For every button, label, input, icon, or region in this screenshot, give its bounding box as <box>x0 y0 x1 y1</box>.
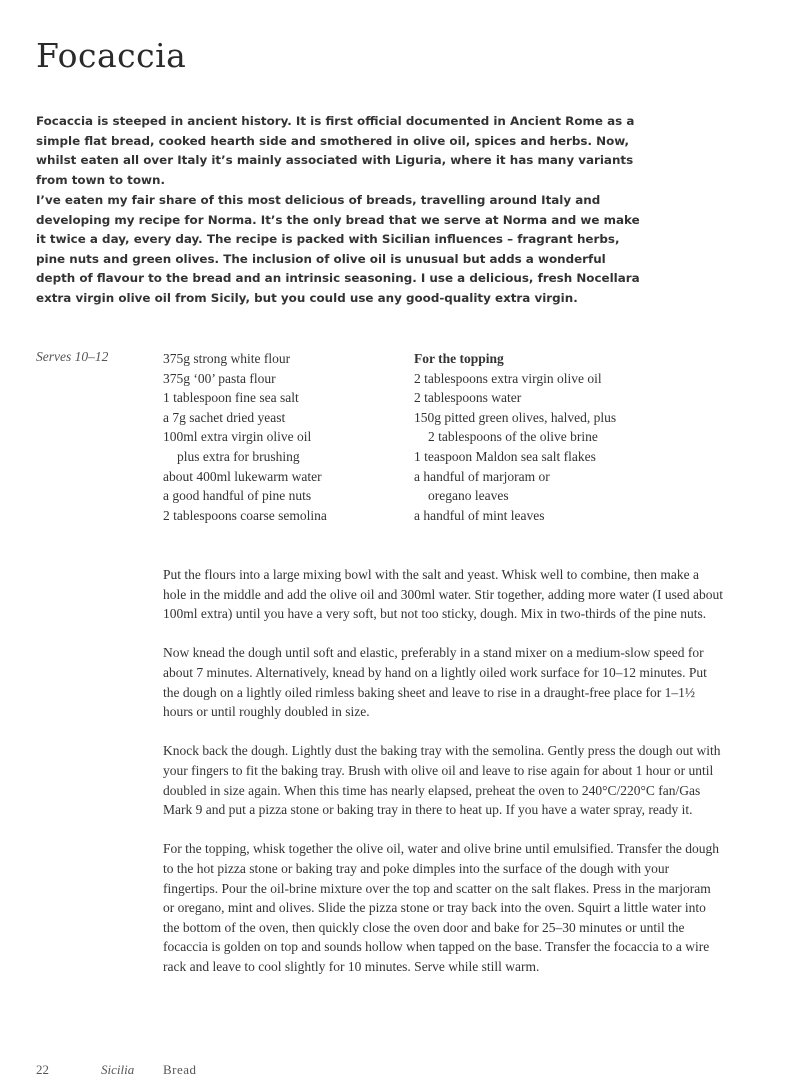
topping-item: 1 teaspoon Maldon sea salt flakes <box>414 448 596 464</box>
ingredient-item: 100ml extra virgin olive oil <box>163 429 312 445</box>
ingredient-item: 375g ‘00’ pasta flour <box>163 370 276 386</box>
ingredient-item: about 400ml lukewarm water <box>163 468 322 484</box>
ingredient-item: a 7g sachet dried yeast <box>163 409 286 425</box>
ingredient-item: plus extra for brushing <box>177 448 300 464</box>
topping-heading: For the topping <box>414 351 504 366</box>
topping-item: 2 tablespoons of the olive brine <box>428 429 598 445</box>
topping-item: a handful of mint leaves <box>414 507 545 523</box>
method-step-1: Put the flours into a large mixing bowl with the salt and yeast. Whisk well to combine, then make a hole in the middle and add the olive oil and 300ml water. Stir together, adding more water (I used about 100ml extra) until you have a very soft, but not too sticky, dough. Mix in two-thirds of the pine nuts. <box>163 567 723 622</box>
intro-paragraph-2: I’ve eaten my fair share of this most delicious of breads, travelling around Italy and developing my recipe for Norma. It’s the only bread that we serve at Norma and we make it twice a day, every day. The recipe is packed with Sicilian influences – fragrant herbs, pine nuts and green olives. The inclusion of olive oil is unusual but adds a wonderful depth of flavour to the bread and an intrinsic seasoning. I use a delicious, fresh Nocellara extra virgin olive oil from Sicily, but you could use any good-quality extra virgin. <box>36 193 640 305</box>
topping-item: a handful of marjoram or <box>414 468 550 484</box>
intro-paragraph-1: Focaccia is steeped in ancient history. It is first official documented in Ancient Rome as a simple flat bread, cooked hearth side and smothered in olive oil, spices and herbs. Now, whilst eaten all over Italy it’s mainly associated with Liguria, where it has many variants from town to town. <box>36 114 635 187</box>
ingredient-item: 2 tablespoons coarse semolina <box>163 507 327 523</box>
footer-section: Bread <box>163 1062 197 1077</box>
ingredient-item: a good handful of pine nuts <box>163 488 312 504</box>
footer-region: Sicilia <box>101 1062 135 1077</box>
ingredients-list <box>163 349 327 525</box>
recipe-title: Focaccia <box>36 36 187 75</box>
topping-item: 2 tablespoons extra virgin olive oil <box>414 370 602 386</box>
method-step-4: For the topping, whisk together the olive oil, water and olive brine until emulsified. Transfer the dough to the hot pizza stone or baking tray and poke dimples into the surface of the dough with your fingertips. Pour the oil-brine mixture over the top and scatter on the salt flakes. Press in the marjoram or oregano, mint and olives. Slide the pizza stone or tray back into the oven. Squirt a little water into the bottom of the oven, then quickly close the oven door and bake for 25–30 minutes or until the focaccia is golden on top and sounds hollow when tapped on the base. Transfer the focaccia to a wire rack and leave to cool slightly for 10 minutes. Serve while still warm. <box>163 841 720 974</box>
method-step-3: Knock back the dough. Lightly dust the baking tray with the semolina. Gently press the dough out with your fingers to fit the baking tray. Brush with olive oil and leave to rise again for about 1 hour or until doubled in size again. When this time has nearly elapsed, preheat the oven to 240°C/220°C fan/Gas Mark 9 and put a pizza stone or baking tray in there to heat up. If you have a water spray, ready it. <box>163 743 721 818</box>
serves-label: Serves 10–12 <box>36 349 109 364</box>
method-section <box>163 565 723 996</box>
topping-list <box>414 349 616 525</box>
topping-item: 2 tablespoons water <box>414 390 522 406</box>
page-number: 22 <box>36 1062 49 1077</box>
ingredient-item: 375g strong white flour <box>163 351 291 366</box>
topping-item: 150g pitted green olives, halved, plus <box>414 409 617 425</box>
ingredient-item: 1 tablespoon fine sea salt <box>163 390 299 406</box>
method-step-2: Now knead the dough until soft and elastic, preferably in a stand mixer on a medium-slow speed for about 7 minutes. Alternatively, knead by hand on a lightly oiled work surface for 10–12 minutes. Put the dough on a lightly oiled rimless baking sheet and leave to rise in a draught-free place for 1–1½ hours or until roughly doubled in size. <box>163 645 707 720</box>
topping-item: oregano leaves <box>428 488 509 504</box>
